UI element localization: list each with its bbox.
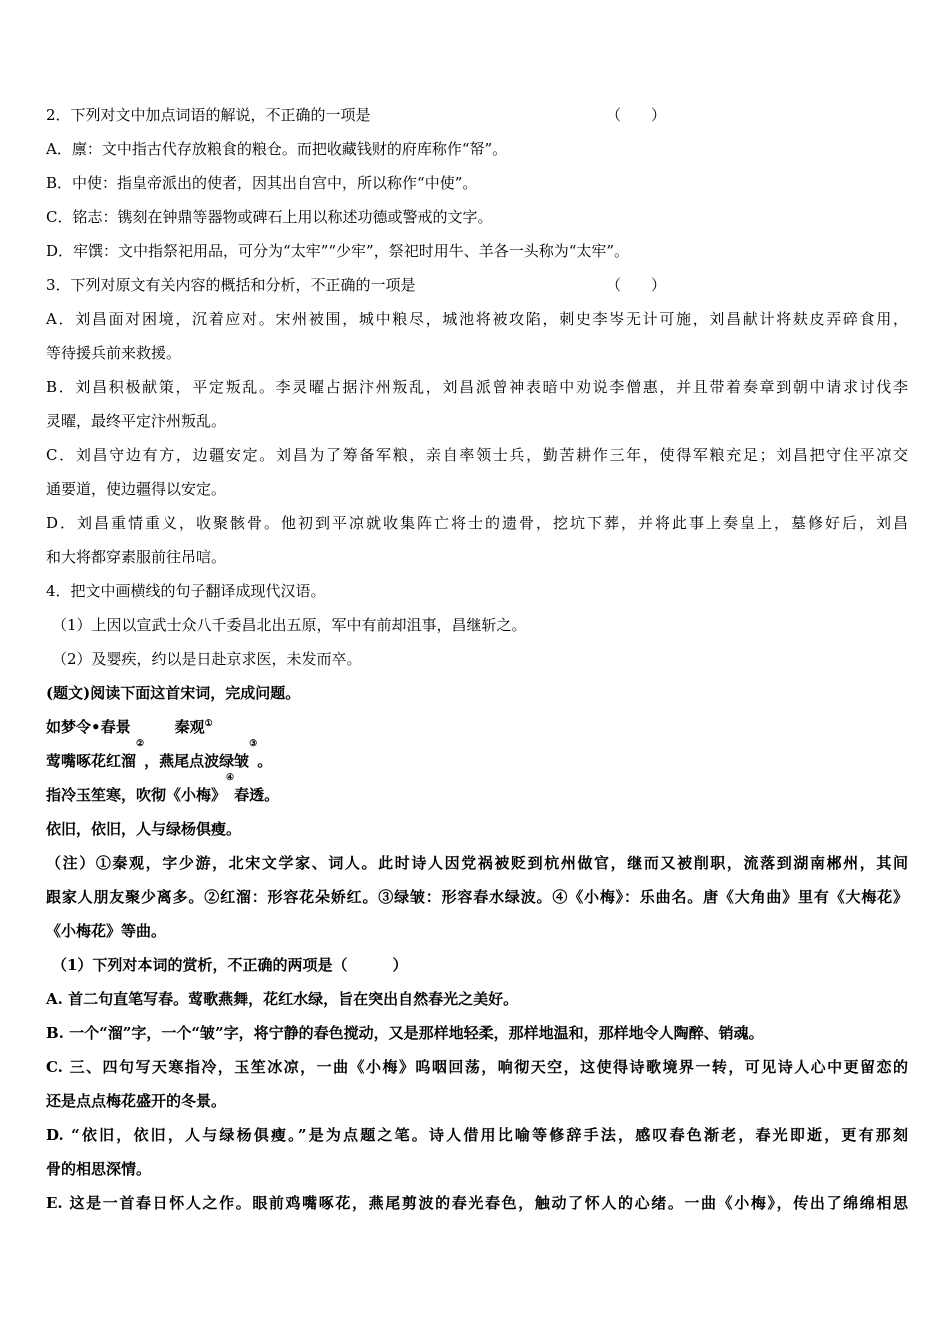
document-page <box>46 98 908 1220</box>
q2-option-c: C．铭志：镌刻在钟鼎等器物或碑石上用以称述功德或警戒的文字。 <box>46 208 493 226</box>
q2-option-a: A．廪：文中指古代存放粮食的粮仓。而把收藏钱财的府库称作“帑”。 <box>46 140 508 158</box>
poem-line-1-b: ，燕尾点波绿皱 <box>144 752 250 770</box>
poem-line-1-note-a: ② <box>136 739 145 749</box>
poem-notes-line3: 《小梅花》等曲。 <box>46 922 167 940</box>
poem-line-3-a: 依旧，依旧，人与绿杨俱瘦。 <box>46 820 242 838</box>
poem-option-d-line1: D. “依旧，依旧，人与绿杨俱瘦。”是为点题之笔。诗人借用比喻等修辞手法，感叹春色渐老，春光即逝，更有那刻 <box>46 1126 908 1144</box>
poem-line-1-c: 。 <box>257 752 273 770</box>
poem-option-c-line2: 还是点点梅花盛开的冬景。 <box>46 1092 227 1110</box>
q3-answer-paren: （ ） <box>606 276 667 294</box>
q4-item-1: （1）上因以宣武士众八千委昌北出五原，军中有前却沮事，昌继斩之。 <box>52 616 527 634</box>
q3-option-a-line2: 等待援兵前来救援。 <box>46 344 182 362</box>
poem-title: 如梦令•春景 <box>46 718 131 736</box>
poem-option-b: B. 一个“溜”字，一个“皱”字，将宁静的春色搅动，又是那样地轻柔，那样地温和，那样地令人陶醉、销魂。 <box>46 1024 764 1042</box>
poem-line-2-note-a: ④ <box>226 773 235 783</box>
poem-option-c-line1: C. 三、四句写天寒指冷，玉笙冰凉，一曲《小梅》呜咽回荡，响彻天空，这使得诗歌境界一转，可见诗人心中更留恋的 <box>46 1058 908 1076</box>
q3-option-b-line2: 灵曜，最终平定汴州叛乱。 <box>46 412 227 430</box>
q3-option-b-line1: B．刘昌积极献策，平定叛乱。李灵曜占据汴州叛乱，刘昌派曾神表暗中劝说李僧惠，并且带着奏章到朝中请求讨伐李 <box>46 378 908 396</box>
poem-line-1-a: 莺嘴啄花红溜 <box>46 752 137 770</box>
poem-line-2-b: 春透。 <box>234 786 280 804</box>
q3-stem-row <box>46 268 908 302</box>
poem-line-2 <box>46 773 908 812</box>
poem-author-note: ① <box>204 719 213 729</box>
q4-item-2: （2）及婴疾，约以是日赴京求医，未发而卒。 <box>52 650 362 668</box>
q3-option-c-line2: 通要道，使边疆得以安定。 <box>46 480 227 498</box>
q3-option-c-line1: C．刘昌守边有方，边疆安定。刘昌为了筹备军粮，亲自率领士兵，勤苦耕作三年，使得军粮充足；刘昌把守住平凉交 <box>46 446 908 464</box>
poem-notes-line1: （注）①秦观，字少游，北宋文学家、词人。此时诗人因党祸被贬到杭州做官，继而又被削职，流落到湖南郴州，其间 <box>46 854 908 872</box>
q2-stem-row <box>46 98 908 132</box>
q3-option-d-line1: D．刘昌重情重义，收聚骸骨。他初到平凉就收集阵亡将士的遗骨，挖坑下葬，并将此事上奏皇上，墓修好后，刘昌 <box>46 514 908 532</box>
q3-stem: 3．下列对原文有关内容的概括和分析，不正确的一项是 <box>46 276 416 294</box>
poem-option-e-line1: E. 这是一首春日怀人之作。眼前鸡嘴啄花，燕尾剪波的春光春色，触动了怀人的心绪。一曲《小梅》，传出了绵绵相思 <box>46 1194 908 1212</box>
poem-notes-line2: 跟家人朋友聚少离多。②红溜：形容花朵娇红。③绿皱：形容春水绿波。④《小梅》：乐曲名。唐《大角曲》里有《大梅花》 <box>46 888 908 906</box>
poem-option-a: A. 首二句直笔写春。莺歌燕舞，花红水绿，旨在突出自然春光之美好。 <box>46 990 519 1008</box>
q2-option-d: D．牢馔：文中指祭祀用品，可分为“太牢”“少牢”，祭祀时用牛、羊各一头称为“太牢”。 <box>46 242 630 260</box>
q2-stem: 2．下列对文中加点词语的解说，不正确的一项是 <box>46 106 371 124</box>
poem-intro: (题文)阅读下面这首宋词，完成问题。 <box>46 684 301 702</box>
poem-line-1 <box>46 739 908 778</box>
q2-option-b: B．中使：指皇帝派出的使者，因其出自宫中，所以称作“中使”。 <box>46 174 478 192</box>
poem-option-d-line2: 骨的相思深情。 <box>46 1160 152 1178</box>
poem-line-1-note-b: ③ <box>249 739 258 749</box>
poem-title-row <box>46 710 908 744</box>
q2-answer-paren: （ ） <box>606 106 667 124</box>
q3-option-a-line1: A．刘昌面对困境，沉着应对。宋州被围，城中粮尽，城池将被攻陷，刺史李岑无计可施，刘昌献计将麸皮弄碎食用， <box>46 310 908 328</box>
poem-author-wrap <box>175 710 213 744</box>
poem-line-3 <box>46 812 908 846</box>
q3-option-d-line2: 和大将都穿素服前往吊唁。 <box>46 548 227 566</box>
q4-stem: 4．把文中画横线的句子翻译成现代汉语。 <box>46 582 326 600</box>
poem-question-stem: （1）下列对本词的赏析，不正确的两项是（ ） <box>52 956 408 974</box>
poem-author: 秦观 <box>174 718 205 736</box>
poem-line-2-a: 指冷玉笙寒，吹彻《小梅》 <box>46 786 227 804</box>
